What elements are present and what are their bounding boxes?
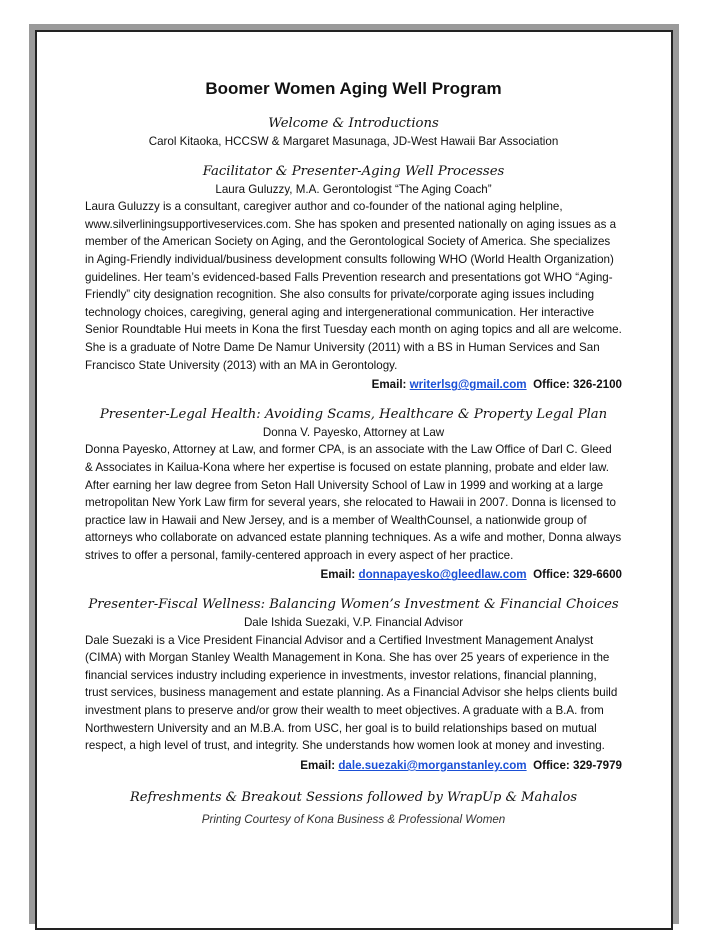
presenter-bio: Donna Payesko, Attorney at Law, and former CPA, is an associate with the Law Office of Darl C. Gleed & Associates in Kailua-Kona where her expertise is focused on estate planning, probate and elder law. After earning her law degree from Seton Hall University School of Law in 1999 and working at a large metropolitan New York Law firm for several years, she relocated to Hawaii in 2007. Donna is licensed to practice law in Hawaii and New Jersey, and is a member of WealthCounsel, a nationwide group of attorneys who collaborate on advanced estate planning techniques. As a wife and mother, Donna always strives to offer a personal, family-centered approach in every aspect of her practice. bbox=[85, 443, 622, 562]
office-phone: Office: 329-7979 bbox=[533, 758, 622, 772]
closing-line: Refreshments & Breakout Sessions followed by WrapUp & Mahalos bbox=[130, 790, 577, 806]
email-link[interactable]: dale.suezaki@morganstanley.com bbox=[338, 758, 527, 772]
presenter-bio: Laura Guluzzy is a consultant, caregiver author and co-founder of the national aging helpline, www.silverliningsupportiveservices.com. She has spoken and presented nationally on aging issues as a member of the American Society on Aging, and the Gerontological Society of America. She specializes in Aging-Friendly individual/business development consults following WHO (World Health Organization) guidelines. Her team’s evidenced-based Falls Prevention research and presentations got WHO “Aging-Friendly” city designation recognition. She also consults for private/corporate aging issues including technology choices, caregiving, general aging and intergenerational communication. Her interactive Senior Roundtable Hui meets in Kona the first Tuesday each month on aging topics and all are welcome. She is a graduate of Notre Dame De Namur University (2011) with a BS in Human Services and San Francisco State University (2013) with an MA in Gerontology. bbox=[85, 200, 622, 372]
welcome-names: Carol Kitaoka, HCCSW & Margaret Masunaga, JD-West Hawaii Bar Association bbox=[148, 135, 559, 148]
contact-line bbox=[85, 566, 622, 584]
email-label: Email: bbox=[300, 758, 336, 772]
office-phone: Office: 329-6600 bbox=[533, 568, 622, 582]
section-legal-health bbox=[85, 400, 622, 584]
contact-line bbox=[85, 757, 622, 775]
document-content bbox=[85, 78, 622, 829]
welcome-heading: Welcome & Introductions bbox=[268, 116, 439, 131]
section-aging-well bbox=[85, 157, 622, 394]
email-label: Email: bbox=[371, 378, 407, 392]
section-heading: Presenter-Legal Health: Avoiding Scams, Healthcare & Property Legal Plan bbox=[99, 406, 608, 422]
contact-line bbox=[85, 376, 622, 394]
email-label: Email: bbox=[320, 568, 356, 582]
presenter-name: Donna V. Payesko, Attorney at Law bbox=[262, 425, 445, 439]
printing-credit: Printing Courtesy of Kona Business & Professional Women bbox=[201, 813, 506, 827]
presenter-name: Dale Ishida Suezaki, V.P. Financial Advisor bbox=[243, 616, 464, 630]
section-heading: Facilitator & Presenter-Aging Well Processes bbox=[202, 163, 505, 179]
email-link[interactable]: writerlsg@gmail.com bbox=[409, 378, 527, 392]
presenter-name: Laura Guluzzy, M.A. Gerontologist “The Aging Coach” bbox=[215, 182, 492, 196]
document-title: Boomer Women Aging Well Program bbox=[205, 79, 502, 98]
presenter-bio: Dale Suezaki is a Vice President Financial Advisor and a Certified Investment Management Analyst (CIMA) with Morgan Stanley Wealth Management in Kona. She has over 25 years of experience in the financial services industry including experience in investments, investor relations, financial planning, trust services, business management and estate planning. As a Financial Advisor she helps clients build investment plans to preserve and/or grow their wealth to meet objectives. A graduate with a B.A. from Northwestern University and an M.B.A. from USC, her goal is to build relationships based on mutual respect, a high level of trust, and integrity. She understands how women look at money and investing. bbox=[85, 633, 618, 753]
section-heading: Presenter-Fiscal Wellness: Balancing Women’s Investment & Financial Choices bbox=[88, 597, 619, 613]
email-link[interactable]: donnapayesko@gleedlaw.com bbox=[358, 568, 527, 582]
office-phone: Office: 326-2100 bbox=[533, 378, 622, 392]
section-fiscal-wellness bbox=[85, 590, 622, 774]
